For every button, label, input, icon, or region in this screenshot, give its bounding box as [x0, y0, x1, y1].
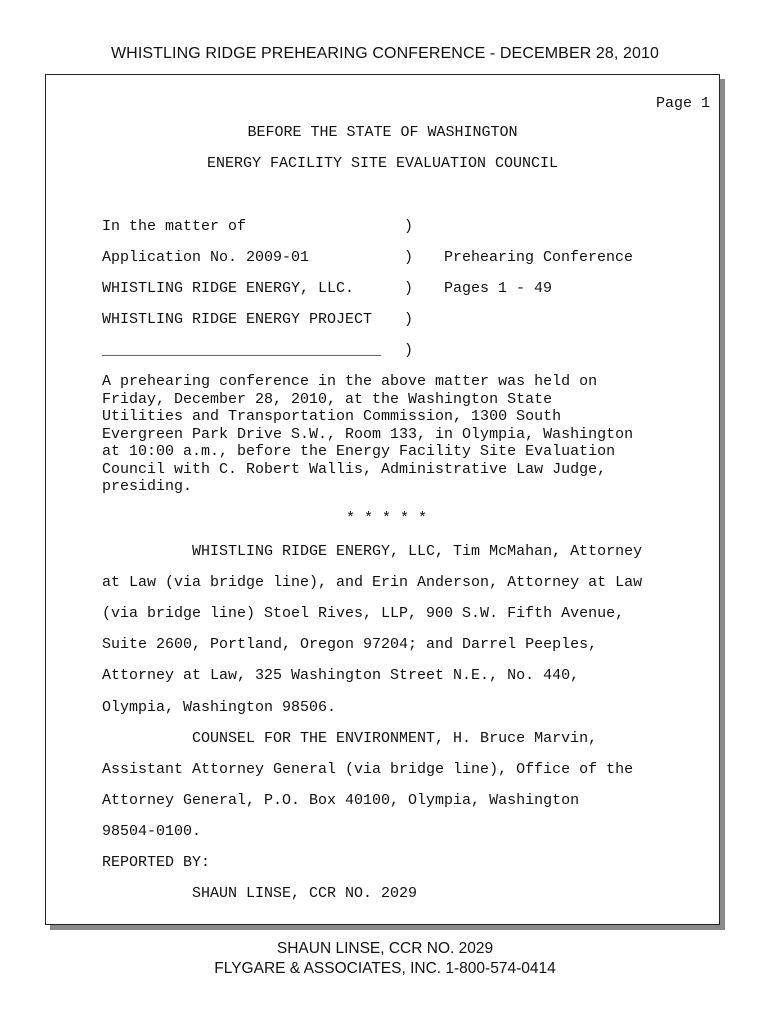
intro-line: presiding. [102, 478, 193, 495]
appearance-line: Olympia, Washington 98506. [102, 699, 337, 716]
intro-line: at 10:00 a.m., before the Energy Facility Site Evaluation [102, 443, 616, 460]
caption-paren: ) [404, 280, 414, 297]
caption-left-line: In the matter of [102, 218, 247, 235]
caption-paren: ) [404, 311, 414, 328]
appearance-line: 98504-0100. [102, 823, 202, 840]
caption-left-line: Application No. 2009-01 [102, 249, 310, 266]
intro-line: Council with C. Robert Wallis, Administrative Law Judge, [102, 460, 607, 478]
appearance-line: Attorney General, P.O. Box 40100, Olympia, Washington [102, 792, 580, 809]
appearance-line: at Law (via bridge line), and Erin Anderson, Attorney at Law [102, 574, 643, 591]
page-number: Page 1 [655, 95, 710, 112]
appearance-line: Suite 2600, Portland, Oregon 97204; and Darrel Peeples, [102, 636, 598, 653]
caption-paren: ) [404, 342, 414, 359]
caption-paren: ) [404, 249, 414, 266]
court-heading-line-2: ENERGY FACILITY SITE EVALUATION COUNCIL [206, 155, 559, 172]
appearance-line: COUNSEL FOR THE ENVIRONMENT, H. Bruce Marvin, [102, 730, 598, 747]
appearance-line: SHAUN LINSE, CCR NO. 2029 [102, 885, 418, 902]
appearance-line: Assistant Attorney General (via bridge line), Office of the [102, 761, 634, 778]
court-heading-line-1: BEFORE THE STATE OF WASHINGTON [247, 124, 518, 141]
appearance-line: Attorney at Law, 325 Washington Street N.E., No. 440, [102, 667, 580, 684]
section-separator: * * * * * [346, 510, 428, 527]
caption-right-line: Prehearing Conference [444, 249, 634, 266]
intro-line: Friday, December 28, 2010, at the Washington State [102, 390, 553, 408]
caption-left-line: WHISTLING RIDGE ENERGY, LLC. [102, 280, 355, 297]
appearance-line: WHISTLING RIDGE ENERGY, LLC, Tim McMahan, Attorney [102, 543, 643, 560]
intro-line: Utilities and Transportation Commission, 1300 South [102, 408, 562, 425]
footer-agency: FLYGARE & ASSOCIATES, INC. 1-800-574-0414 [214, 960, 556, 977]
caption-left-line: WHISTLING RIDGE ENERGY PROJECT [102, 311, 373, 328]
intro-line: Evergreen Park Drive S.W., Room 133, in Olympia, Washington [102, 425, 634, 443]
intro-line: A prehearing conference in the above matter was held on [102, 373, 598, 390]
footer-reporter: SHAUN LINSE, CCR NO. 2029 [276, 940, 494, 957]
caption-left-line: _______________________________ [102, 342, 382, 359]
appearance-line: REPORTED BY: [102, 854, 211, 871]
document-header-title: WHISTLING RIDGE PREHEARING CONFERENCE - DECEMBER 28, 2010 [110, 45, 660, 62]
caption-paren: ) [404, 218, 414, 235]
caption-right-line: Pages 1 - 49 [444, 280, 553, 297]
appearance-line: (via bridge line) Stoel Rives, LLP, 900 S.W. Fifth Avenue, [102, 605, 625, 622]
